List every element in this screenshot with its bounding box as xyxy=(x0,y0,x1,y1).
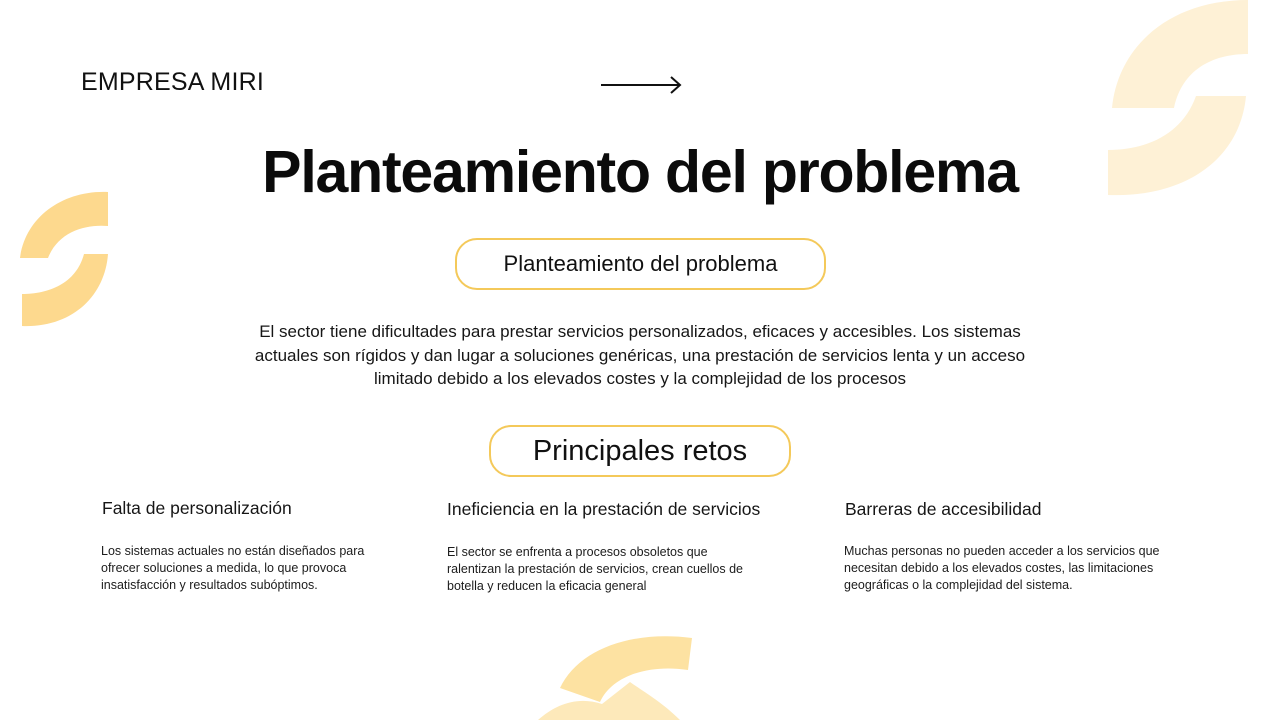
problem-section-label: Planteamiento del problema xyxy=(503,251,778,276)
arrow-right-icon xyxy=(600,74,684,96)
challenge-heading: Falta de personalización xyxy=(102,498,292,518)
challenge-column xyxy=(844,499,1185,592)
challenge-heading: Barreras de accesibilidad xyxy=(845,499,1042,519)
problem-section-pill xyxy=(455,238,826,290)
challenge-description: El sector se enfrenta a procesos obsoletos que ralentizan la prestación de servicios, crean cuellos de botella y reducen la eficacia general xyxy=(447,545,743,593)
decorative-logo-shape-bottom xyxy=(520,630,710,720)
brand-name: EMPRESA MIRI xyxy=(81,68,264,96)
challenge-heading: Ineficiencia en la prestación de servicios xyxy=(447,499,761,519)
challenge-description: Los sistemas actuales no están diseñados para ofrecer soluciones a medida, lo que provoca insatisfacción y resultados subóptimos. xyxy=(101,544,365,592)
challenge-column xyxy=(101,498,402,592)
challenges-section-pill xyxy=(489,425,791,477)
challenges-section-label: Principales retos xyxy=(532,434,748,467)
challenge-description: Muchas personas no pueden acceder a los servicios que necesitan debido a los elevados costes, las limitaciones geográficas o la complejidad del sistema. xyxy=(844,544,1160,592)
page-title: Planteamiento del problema xyxy=(262,139,1018,205)
problem-description: El sector tiene dificultades para prestar servicios personalizados, eficaces y accesibles. Los sistemas actuales son rígidos y dan lugar a soluciones genéricas, una prestación de servicios lenta y un acceso limitado debido a los elevados costes y la complejidad de los procesos xyxy=(254,322,1026,388)
challenge-column xyxy=(447,499,797,593)
